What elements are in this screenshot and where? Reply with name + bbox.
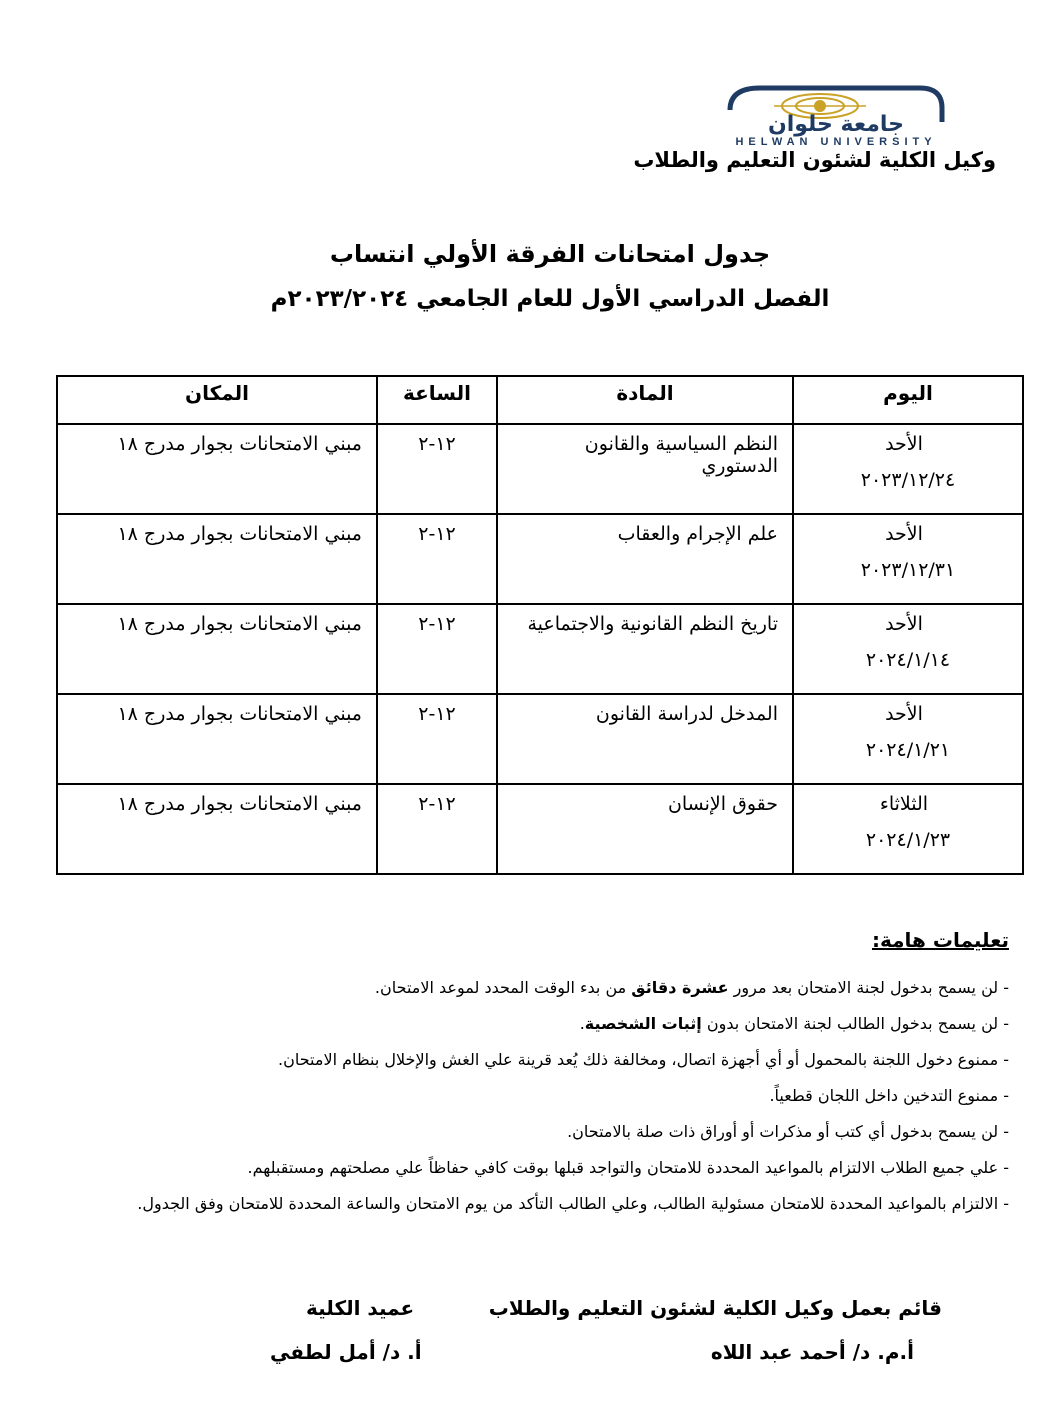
page-subtitle: الفصل الدراسي الأول للعام الجامعي ٢٠٢٣/٢٠٢٤م [270, 286, 830, 312]
header-subject: المادة [497, 376, 793, 424]
cell-day [793, 604, 1023, 694]
cell-day [793, 694, 1023, 784]
cell-day [793, 514, 1023, 604]
list-item: - ممنوع التدخين داخل اللجان قطعياً. [769, 1086, 1009, 1105]
instructions-title: تعليمات هامة: [872, 928, 1009, 952]
list-item: - ممنوع دخول اللجنة بالمحمول أو أي أجهزة اتصال، ومخالفة ذلك يُعد قرينة علي الغش والإخلال بنظام الامتحان. [278, 1050, 1009, 1069]
day-name: الأحد [885, 613, 923, 635]
list-item: - الالتزام بالمواعيد المحددة للامتحان مسئولية الطالب، وعلي الطالب التأكد من يوم الامتحان والساعة المحددة للامتحان وفق الجدول. [137, 1194, 1009, 1213]
table-row [57, 694, 1023, 784]
cell-place: مبني الامتحانات بجوار مدرج ١٨ [57, 604, 377, 694]
dean-name: أ. د/ أمل لطفي [270, 1340, 422, 1364]
day-name: الأحد [885, 433, 923, 455]
header-time: الساعة [377, 376, 497, 424]
cell-place: مبني الامتحانات بجوار مدرج ١٨ [57, 694, 377, 784]
cell-place: مبني الامتحانات بجوار مدرج ١٨ [57, 514, 377, 604]
cell-time: ١٢-٢ [377, 784, 497, 874]
table-row [57, 424, 1023, 514]
vice-dean-name: أ.م. د/ أحمد عبد اللاه [710, 1340, 914, 1364]
cell-time: ١٢-٢ [377, 604, 497, 694]
day-name: الأحد [885, 523, 923, 545]
cell-subject: علم الإجرام والعقاب [497, 514, 793, 604]
cell-time: ١٢-٢ [377, 514, 497, 604]
logo-arabic-text: جامعة حلوان [767, 112, 905, 137]
table-row [57, 604, 1023, 694]
list-item: - علي جميع الطلاب الالتزام بالمواعيد المحددة للامتحان والتواجد قبلها بوقت كافي حفاظاً علي مصلحتهم ومستقبلهم. [247, 1158, 1009, 1177]
exam-date: ٢٠٢٤/١/٢٣ [865, 829, 951, 851]
cell-subject: تاريخ النظم القانونية والاجتماعية [497, 604, 793, 694]
table-row [57, 784, 1023, 874]
header-day: اليوم [793, 376, 1023, 424]
cell-place: مبني الامتحانات بجوار مدرج ١٨ [57, 424, 377, 514]
exam-date: ٢٠٢٤/١/١٤ [865, 649, 951, 671]
instructions-section [79, 928, 1009, 1222]
list-item: - لن يسمح بدخول أي كتب أو مذكرات أو أوراق ذات صلة بالامتحان. [567, 1122, 1009, 1141]
exam-date: ٢٠٢٤/١/٢١ [865, 739, 951, 761]
instructions-list [79, 970, 1009, 1222]
cell-time: ١٢-٢ [377, 424, 497, 514]
cell-time: ١٢-٢ [377, 694, 497, 784]
day-name: الأحد [885, 703, 923, 725]
cell-day [793, 424, 1023, 514]
header-place: المكان [57, 376, 377, 424]
cell-subject: المدخل لدراسة القانون [497, 694, 793, 784]
cell-subject: النظم السياسية والقانون الدستوري [497, 424, 793, 514]
cell-subject: حقوق الإنسان [497, 784, 793, 874]
day-name: الثلاثاء [879, 793, 929, 815]
table-header-row [57, 376, 1023, 424]
list-item: - لن يسمح بدخول الطالب لجنة الامتحان بدون إثبات الشخصية. [579, 1014, 1009, 1033]
cell-day [793, 784, 1023, 874]
dean-title: عميد الكلية [306, 1296, 415, 1320]
exam-date: ٢٠٢٣/١٢/٣١ [860, 559, 956, 581]
exam-date: ٢٠٢٣/١٢/٢٤ [860, 469, 956, 491]
cell-place: مبني الامتحانات بجوار مدرج ١٨ [57, 784, 377, 874]
exam-schedule-table [56, 375, 1024, 875]
office-name: وكيل الكلية لشئون التعليم والطلاب [633, 148, 996, 172]
logo-english-text: HELWAN UNIVERSITY [735, 136, 937, 148]
page-title: جدول امتحانات الفرقة الأولي انتساب [329, 240, 771, 268]
vice-dean-title: قائم بعمل وكيل الكلية لشئون التعليم والطلاب [488, 1296, 942, 1320]
table-row [57, 514, 1023, 604]
list-item: - لن يسمح بدخول لجنة الامتحان بعد مرور عشرة دقائق من بدء الوقت المحدد لموعد الامتحان. [374, 978, 1009, 997]
